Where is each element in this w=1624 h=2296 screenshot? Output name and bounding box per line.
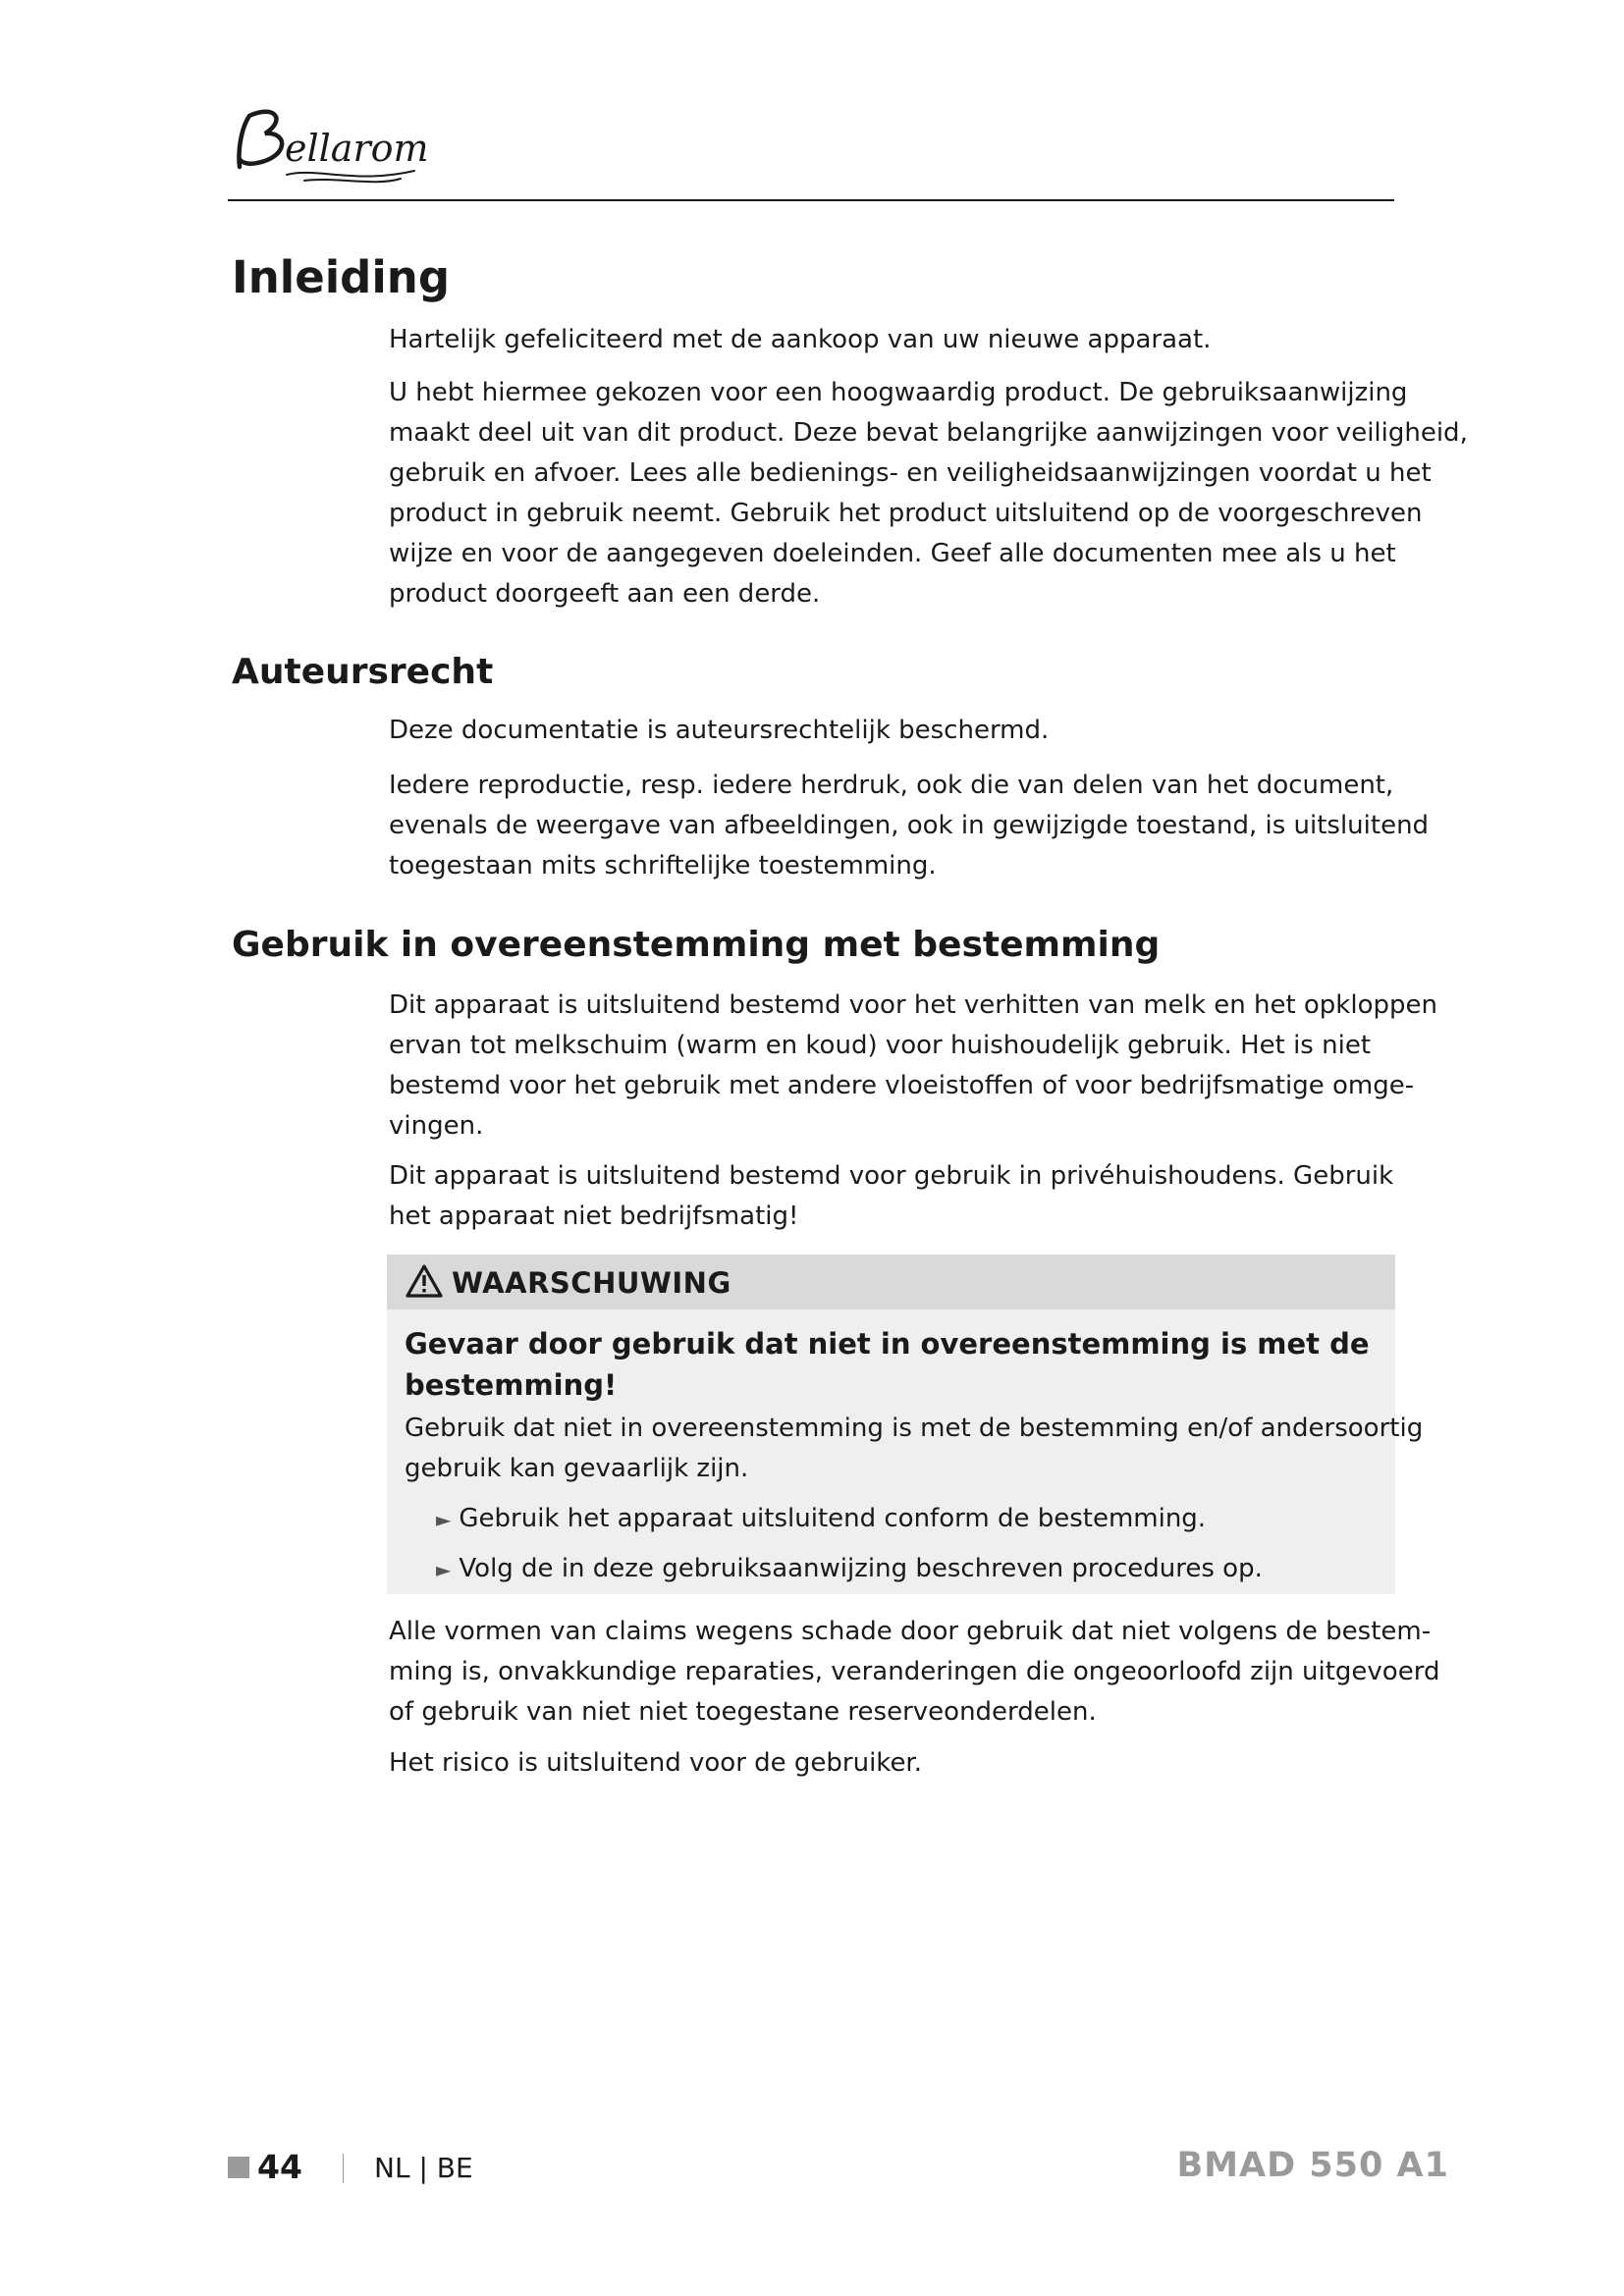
text-line: Alle vormen van claims wegens schade door gebruik dat niet volgens de bestem- — [389, 1617, 1432, 1646]
copyright-paragraph-1: Deze documentatie is auteursrechtelijk beschermd. — [389, 716, 1050, 745]
text-line: Dit apparaat is uitsluitend bestemd voor het verhitten van melk en het opkloppen — [389, 990, 1437, 1020]
text-line: vingen. — [389, 1111, 484, 1141]
footer-square-icon — [228, 2157, 249, 2178]
intended-use-paragraph-1 — [389, 986, 1437, 1147]
intended-use-paragraph-3 — [389, 1612, 1440, 1733]
warning-title: Gevaar door gebruik dat niet in overeenstemming is met de bestemming! — [405, 1327, 1370, 1402]
text-line: gebruik kan gevaarlijk zijn. — [405, 1454, 749, 1483]
text-line: of gebruik van niet niet toegestane reserveonderdelen. — [389, 1697, 1097, 1727]
footer-model: BMAD 550 A1 — [1176, 2146, 1449, 2185]
page-number: 44 — [257, 2148, 302, 2186]
triangle-bullet-icon: ► — [436, 1558, 452, 1581]
footer-separator — [343, 2154, 344, 2183]
text-line: product doorgeeft aan een derde. — [389, 579, 821, 609]
warning-label: WAARSCHUWING — [452, 1266, 731, 1300]
text-line: ervan tot melkschuim (warm en koud) voor huishoudelijk gebruik. Het is niet — [389, 1031, 1372, 1060]
text-line: toegestaan mits schriftelijke toestemming. — [389, 851, 937, 881]
text-line: wijze en voor de aangegeven doeleinden. Geef alle documenten mee als u het — [389, 539, 1396, 568]
bullet-text: Volg de in deze gebruiksaanwijzing beschreven procedures op. — [459, 1554, 1263, 1583]
warning-bullet-item — [436, 1549, 1263, 1590]
text-line: het apparaat niet bedrijfsmatig! — [389, 1201, 799, 1231]
heading-intended-use: Gebruik in overeenstemming met bestemming — [232, 925, 1161, 965]
text-line: product in gebruik neemt. Gebruik het product uitsluitend op de voorgeschreven — [389, 499, 1423, 528]
heading-introduction: Inleiding — [232, 251, 451, 303]
text-line: gebruik en afvoer. Lees alle bedienings- en veiligheidsaanwijzingen voordat u het — [389, 458, 1432, 488]
heading-copyright: Auteursrecht — [232, 652, 494, 692]
intro-paragraph-1: Hartelijk gefeliciteerd met de aankoop van uw nieuwe apparaat. — [389, 325, 1212, 354]
intended-use-paragraph-4: Het risico is uitsluitend voor de gebruiker. — [389, 1748, 923, 1778]
text-line: Gebruik dat niet in overeenstemming is met de bestemming en/of andersoortig — [405, 1414, 1424, 1443]
bullet-text: Gebruik het apparaat uitsluitend conform de bestemming. — [459, 1504, 1207, 1533]
header-rule — [228, 199, 1394, 201]
brand-logo — [228, 98, 434, 191]
footer-languages: NL | BE — [374, 2152, 473, 2184]
warning-triangle-icon — [405, 1263, 444, 1299]
warning-body — [405, 1409, 1423, 1489]
warning-header — [387, 1255, 1395, 1309]
text-line: ming is, onvakkundige reparaties, veranderingen die ongeoorloofd zijn uitgevoerd — [389, 1657, 1440, 1686]
text-line: evenals de weergave van afbeeldingen, ook in gewijzigde toestand, is uitsluitend — [389, 811, 1430, 840]
text-line: Iedere reproductie, resp. iedere herdruk, ook die van delen van het document, — [389, 771, 1394, 800]
text-line: U hebt hiermee gekozen voor een hoogwaardig product. De gebruiksaanwijzing — [389, 378, 1408, 407]
warning-bullet-item — [436, 1499, 1206, 1540]
intro-paragraph-2 — [389, 373, 1468, 614]
text-line: maakt deel uit van dit product. Deze bevat belangrijke aanwijzingen voor veiligheid, — [389, 418, 1468, 448]
text-line: bestemd voor het gebruik met andere vloeistoffen of voor bedrijfsmatige omge- — [389, 1071, 1415, 1100]
text-line: Dit apparaat is uitsluitend bestemd voor gebruik in privéhuishoudens. Gebruik — [389, 1161, 1394, 1191]
copyright-paragraph-2 — [389, 766, 1430, 886]
warning-box — [387, 1255, 1424, 1594]
triangle-bullet-icon: ► — [436, 1508, 452, 1531]
svg-text:ellarom: ellarom — [285, 127, 429, 170]
intended-use-paragraph-2 — [389, 1156, 1410, 1237]
